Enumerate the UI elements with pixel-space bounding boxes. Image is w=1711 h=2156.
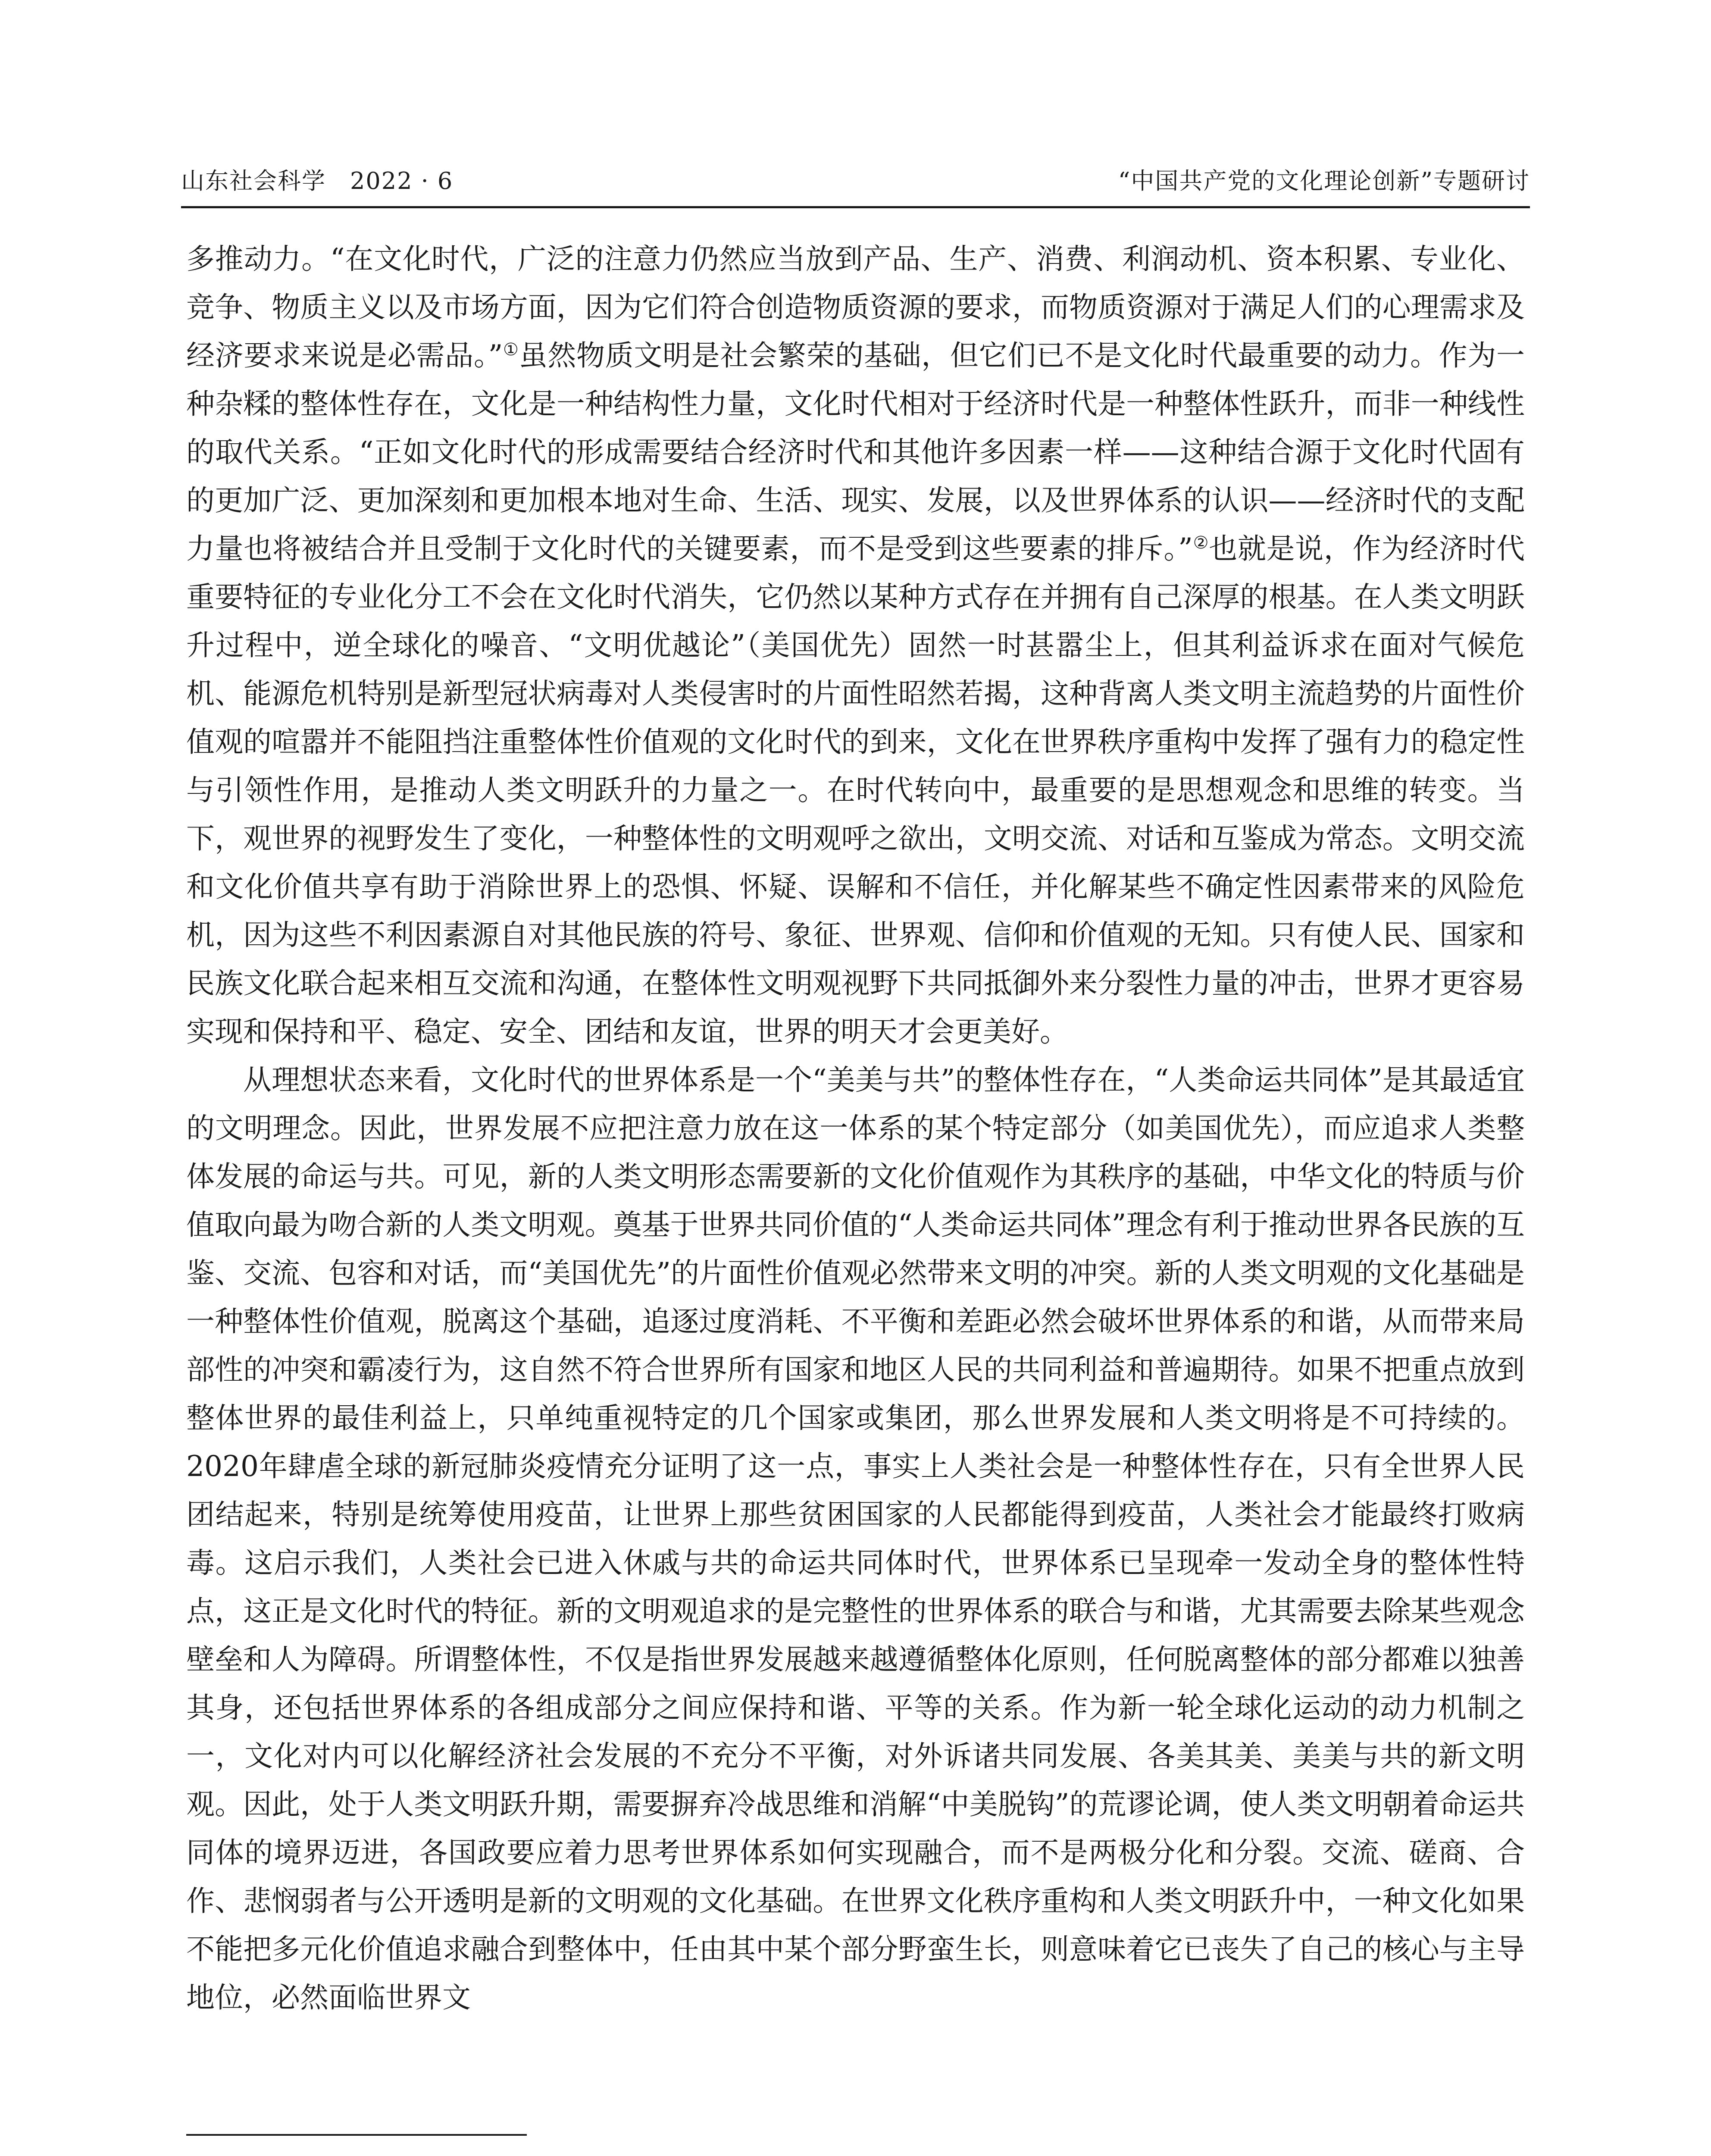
- article-body: [186, 235, 1525, 2022]
- paragraph-1-part-b: 虽然物质文明是社会繁荣的基础，但它们已不是文化时代最重要的动力。作为一种杂糅的整体性存在，文化是一种结构性力量，文化时代相对于经济时代是一种整体性跃升，而非一种线性的取代关系。“正如文化时代的形成需要结合经济时代和其他许多因素一样——这种结合源于文化时代固有的更加广泛、更加深刻和更加根本地对生命、生活、现实、发展，以及世界体系的认识——经济时代的支配力量也将被结合并且受制于文化时代的关键要素，而不是受到这些要素的排斥。”: [186, 339, 1525, 565]
- footnotes: [241, 2152, 1526, 2156]
- paragraph-2: 从理想状态来看，文化时代的世界体系是一个“美美与共”的整体性存在，“人类命运共同体”是其最适宜的文明理念。因此，世界发展不应把注意力放在这一体系的某个特定部分（如美国优先），而应追求人类整体发展的命运与共。可见，新的人类文明形态需要新的文化价值观作为其秩序的基础，中华文化的特质与价值取向最为吻合新的人类文明观。奠基于世界共同价值的“人类命运共同体”理念有利于推动世界各民族的互鉴、交流、包容和对话，而“美国优先”的片面性价值观必然带来文明的冲突。新的人类文明观的文化基础是一种整体性价值观，脱离这个基础，追逐过度消耗、不平衡和差距必然会破坏世界体系的和谐，从而带来局部性的冲突和霸凌行为，这自然不符合世界所有国家和地区人民的共同利益和普遍期待。如果不把重点放到整体世界的最佳利益上，只单纯重视特定的几个国家或集团，那么世界发展和人类文明将是不可持续的。2020年肆虐全球的新冠肺炎疫情充分证明了这一点，事实上人类社会是一种整体性存在，只有全世界人民团结起来，特别是统筹使用疫苗，让世界上那些贫困国家的人民都能得到疫苗，人类社会才能最终打败病毒。这启示我们，人类社会已进入休戚与共的命运共同体时代，世界体系已呈现牵一发动全身的整体性特点，这正是文化时代的特征。新的文明观追求的是完整性的世界体系的联合与和谐，尤其需要去除某些观念壁垒和人为障碍。所谓整体性，不仅是指世界发展越来越遵循整体化原则，任何脱离整体的部分都难以独善其身，还包括世界体系的各组成部分之间应保持和谐、平等的关系。作为新一轮全球化运动的动力机制之一，文化对内可以化解经济社会发展的不充分不平衡，对外诉诸共同发展、各美其美、美美与共的新文明观。因此，处于人类文明跃升期，需要摒弃冷战思维和消解“中美脱钩”的荒谬论调，使人类文明朝着命运共同体的境界迈进，各国政要应着力思考世界体系如何实现融合，而不是两极分化和分裂。交流、磋商、合作、悲悯弱者与公开透明是新的文明观的文化基础。在世界文化秩序重构和人类文明跃升中，一种文化如果不能把多元化价值追求融合到整体中，任由其中某个部分野蛮生长，则意味着它已丧失了自己的核心与主导地位，必然面临世界文: [186, 1063, 1525, 2014]
- running-header: [181, 162, 1530, 201]
- footnote-ref-1[interactable]: ①: [503, 340, 519, 360]
- header-rule: [181, 206, 1530, 208]
- journal-title: 山东社会科学 2022 · 6: [181, 167, 454, 194]
- footnote-1: [241, 2152, 1526, 2156]
- paragraph-1-part-a: 多推动力。“在文化时代，广泛的注意力仍然应当放到产品、生产、消费、利润动机、资本积累、专业化、竞争、物质主义以及市场方面，因为它们符合创造物质资源的要求，而物质资源对于满足人们的心理需求及经济要求来说是必需品。”: [186, 242, 1525, 372]
- paragraph-1-part-c: 也就是说，作为经济时代重要特征的专业化分工不会在文化时代消失，它仍然以某种方式存在并拥有自己深厚的根基。在人类文明跃升过程中，逆全球化的噪音、“文明优越论”（美国优先）固然一时甚嚣尘上，但其利益诉求在面对气候危机、能源危机特别是新型冠状病毒对人类侵害时的片面性昭然若揭，这种背离人类文明主流趋势的片面性价值观的喧嚣并不能阻挡注重整体性价值观的文化时代的到来，文化在世界秩序重构中发挥了强有力的稳定性与引领性作用，是推动人类文明跃升的力量之一。在时代转向中，最重要的是思想观念和思维的转变。当下，观世界的视野发生了变化，一种整体性的文明观呼之欲出，文明交流、对话和互鉴成为常态。文明交流和文化价值共享有助于消除世界上的恐惧、怀疑、误解和不信任，并化解某些不确定性因素带来的风险危机，因为这些不利因素源自对其他民族的符号、象征、世界观、信仰和价值观的无知。只有使人民、国家和民族文化联合起来相互交流和沟通，在整体性文明观视野下共同抵御外来分裂性力量的冲击，世界才更容易实现和保持和平、稳定、安全、团结和友谊，世界的明天才会更美好。: [186, 532, 1525, 1048]
- footnote-ref-2[interactable]: ②: [1192, 533, 1209, 553]
- section-title: “中国共产党的文化理论创新”专题研讨: [1118, 167, 1530, 194]
- paragraph-1: [186, 235, 1525, 1056]
- footnote-rule: [186, 2134, 527, 2136]
